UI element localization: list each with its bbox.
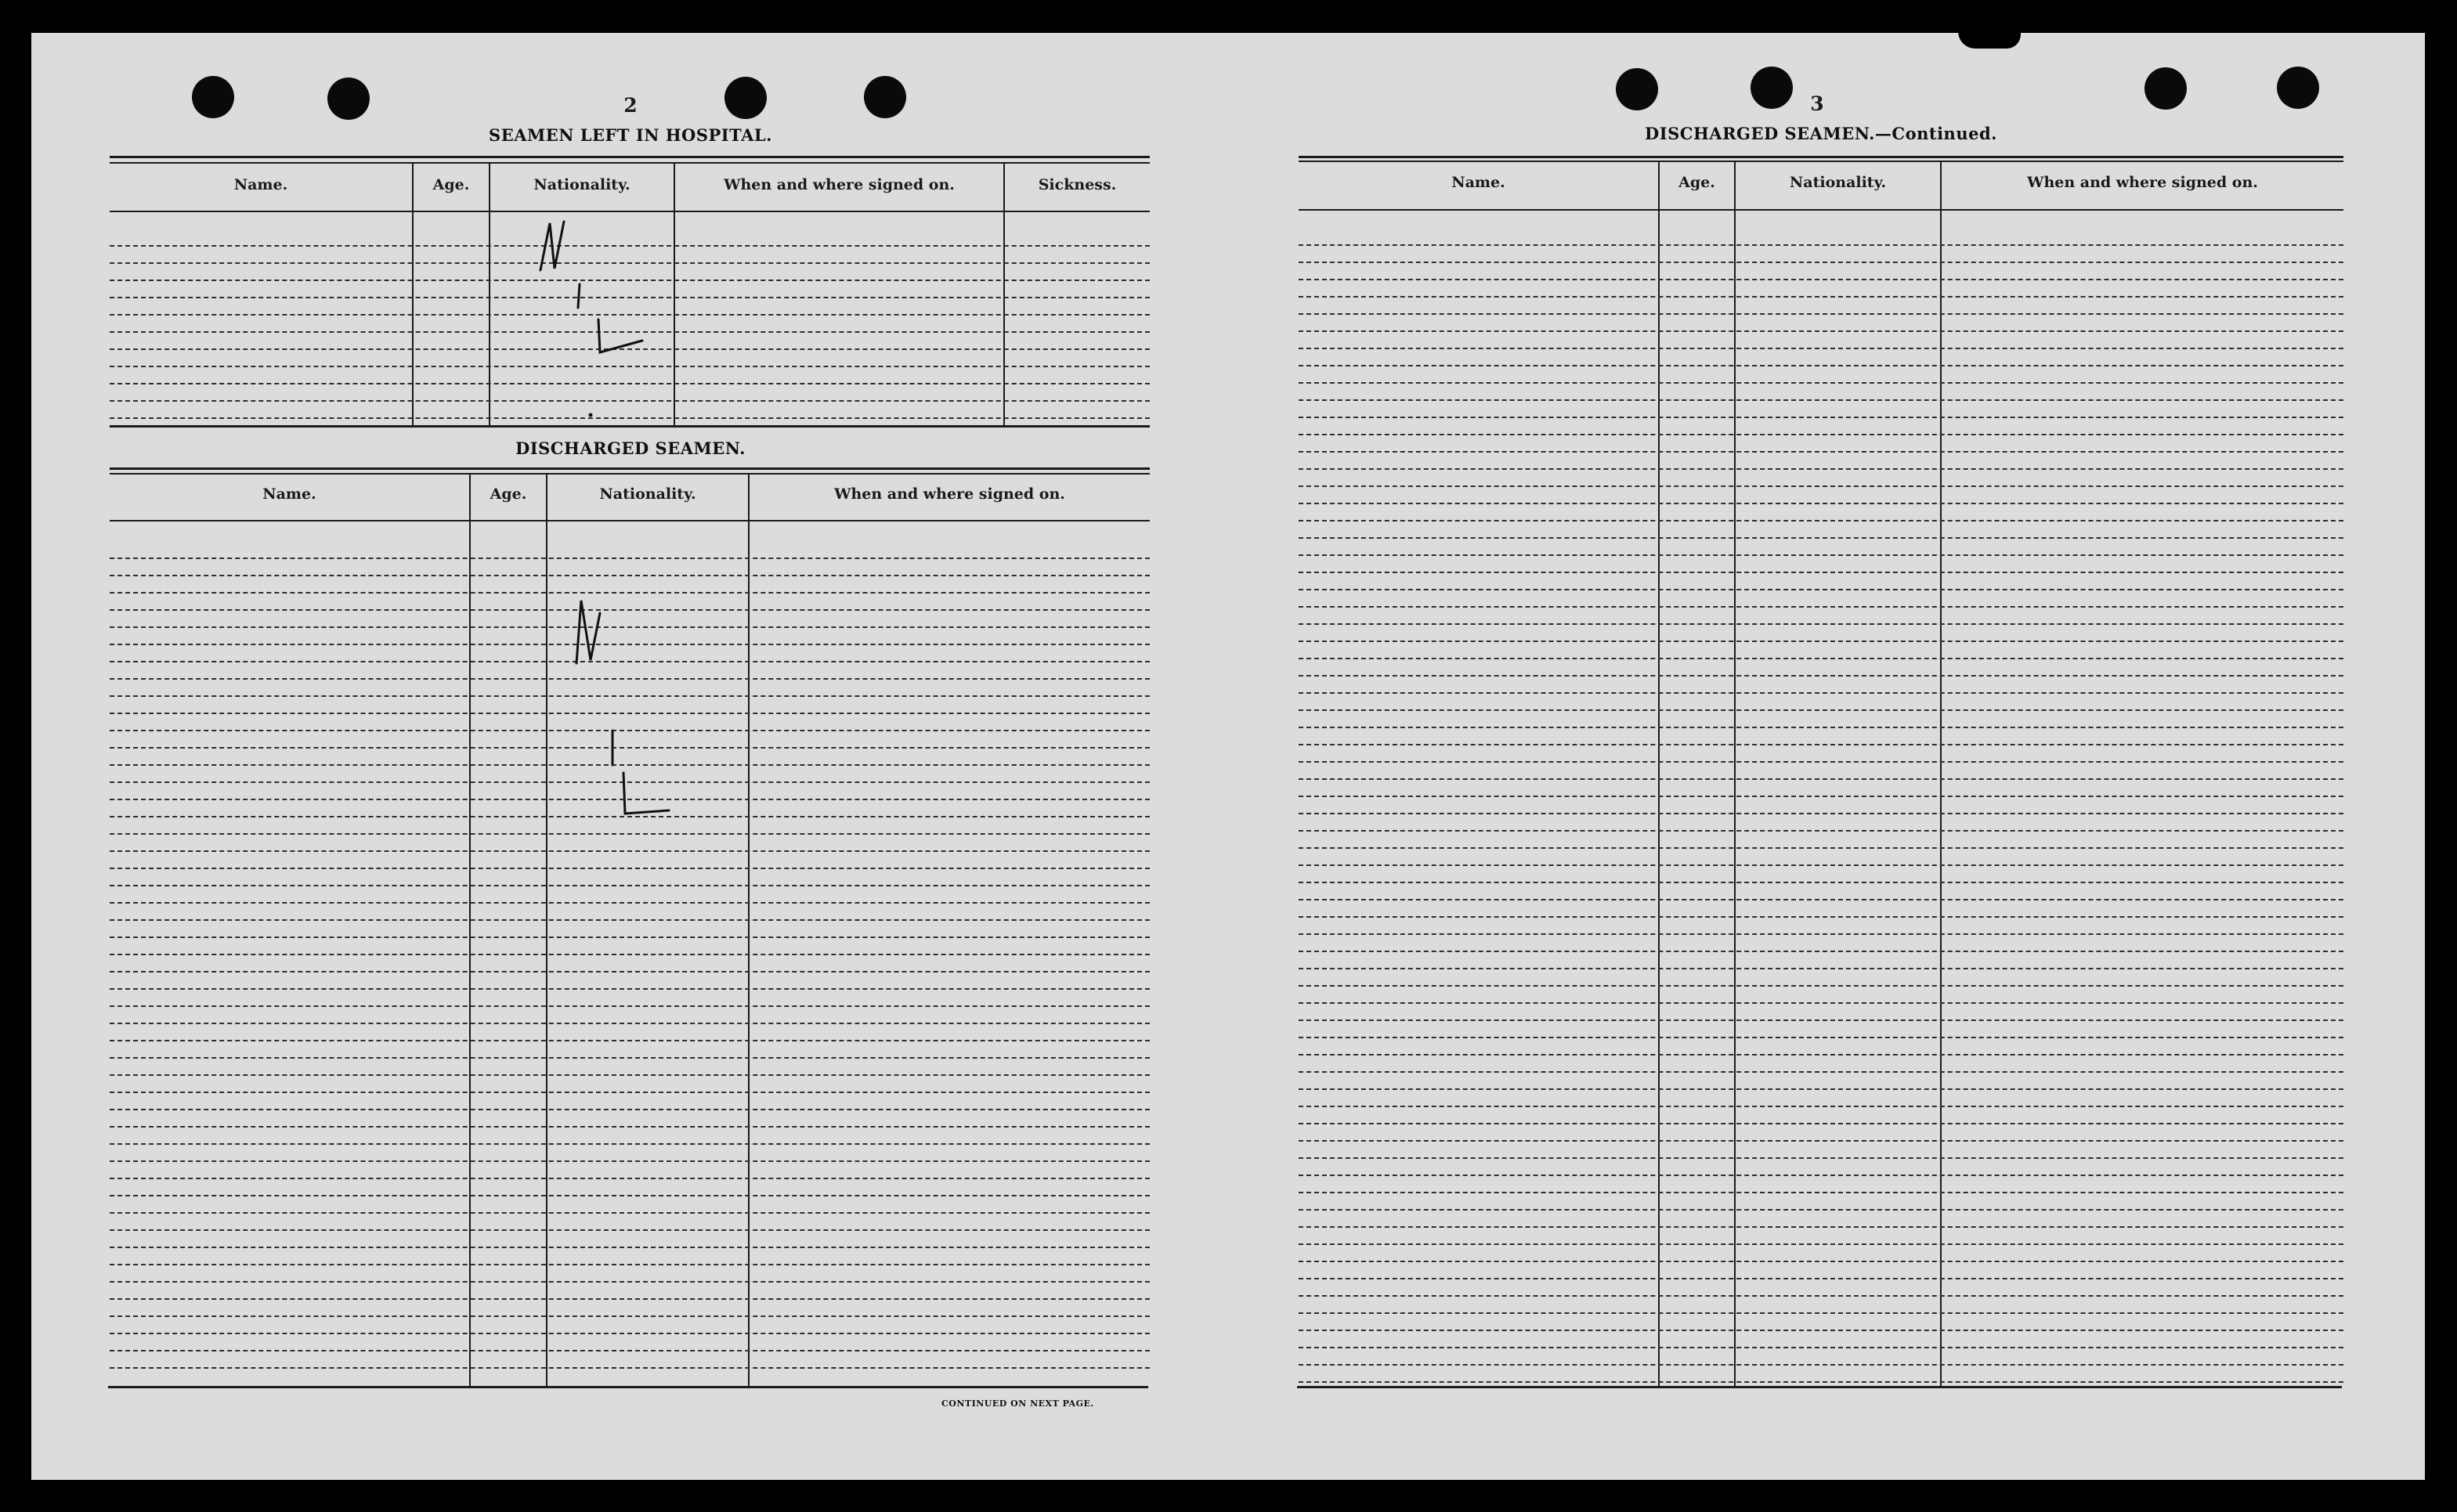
row-ruling-line (1299, 623, 2343, 625)
row-ruling-line (110, 971, 1150, 973)
discharged-top-rule (110, 467, 1150, 470)
discharged-col-divider (469, 475, 471, 1388)
row-ruling-line (1299, 348, 2343, 349)
right-top-rule (1299, 156, 2343, 158)
row-ruling-line (110, 1315, 1150, 1317)
row-ruling-line (1299, 330, 2343, 332)
torn-edge (1958, 28, 2021, 49)
row-ruling-line (1299, 1192, 2343, 1193)
row-ruling-line (110, 954, 1150, 955)
row-ruling-line (110, 1195, 1150, 1196)
row-ruling-line (1299, 1019, 2343, 1021)
row-ruling-line (1299, 296, 2343, 298)
right-col-divider (1658, 162, 1660, 1386)
row-ruling-line (1299, 279, 2343, 280)
hospital-section-title: SEAMEN LEFT IN HOSPITAL. (489, 125, 772, 145)
discharged-col-name: Name. (262, 485, 316, 503)
hospital-top-rule-thin (110, 162, 1150, 164)
row-ruling-line (1299, 796, 2343, 797)
row-ruling-line (1299, 813, 2343, 814)
row-ruling-line (1299, 864, 2343, 866)
row-ruling-line (1299, 244, 2343, 246)
row-ruling-line (110, 1074, 1150, 1076)
row-ruling-line (1299, 830, 2343, 832)
row-ruling-line (1299, 485, 2343, 487)
right-page-number: 3 (1810, 92, 1824, 115)
left-page-number: 2 (623, 94, 638, 117)
row-ruling-line (1299, 520, 2343, 521)
row-ruling-line (1299, 606, 2343, 608)
row-ruling-line (1299, 1209, 2343, 1211)
right-col-divider (1940, 162, 1942, 1386)
hospital-col-age: Age. (432, 176, 470, 193)
row-ruling-line (1299, 709, 2343, 711)
row-ruling-line (110, 1264, 1150, 1265)
row-ruling-line (1299, 692, 2343, 694)
row-ruling-line (110, 1005, 1150, 1007)
hospital-col-divider (1003, 164, 1005, 425)
row-ruling-line (110, 833, 1150, 835)
row-ruling-line (1299, 1347, 2343, 1348)
row-ruling-line (110, 1350, 1150, 1351)
row-ruling-line (1299, 589, 2343, 590)
row-ruling-line (110, 1023, 1150, 1024)
row-ruling-line (1299, 572, 2343, 573)
row-ruling-line (110, 1160, 1150, 1162)
discharged-col-age: Age. (490, 485, 527, 503)
row-ruling-line (1299, 399, 2343, 401)
right-header-rule (1299, 209, 2343, 211)
right-col-age: Age. (1678, 174, 1715, 191)
hospital-col-divider (412, 164, 414, 425)
row-ruling-line (1299, 1088, 2343, 1090)
row-ruling-line (110, 575, 1150, 576)
discharged-col-nationality: Nationality. (599, 485, 696, 503)
document-sheet (31, 33, 2425, 1480)
row-ruling-line (1299, 1140, 2343, 1142)
handwritten-check-mark (533, 207, 658, 427)
continued-note: CONTINUED ON NEXT PAGE. (941, 1398, 1094, 1409)
discharged-top-rule-thin (110, 473, 1150, 475)
hospital-col-divider (489, 164, 490, 425)
row-ruling-line (110, 885, 1150, 886)
row-ruling-line (110, 1367, 1150, 1369)
row-ruling-line (1299, 1226, 2343, 1228)
row-ruling-line (1299, 451, 2343, 453)
row-ruling-line (1299, 1312, 2343, 1314)
right-top-rule-thin (1299, 161, 2343, 162)
row-ruling-line (1299, 1123, 2343, 1124)
row-ruling-line (1299, 847, 2343, 849)
punch-hole (192, 76, 234, 118)
row-ruling-line (110, 558, 1150, 559)
discharged-col-divider (546, 475, 547, 1388)
right-col-nationality: Nationality. (1789, 174, 1887, 191)
row-ruling-line (110, 1178, 1150, 1179)
row-ruling-line (1299, 1381, 2343, 1383)
row-ruling-line (1299, 899, 2343, 900)
row-ruling-line (1299, 382, 2343, 384)
row-ruling-line (1299, 1278, 2343, 1279)
punch-hole (724, 77, 767, 119)
right-col-divider (1734, 162, 1736, 1386)
row-ruling-line (1299, 675, 2343, 677)
discharged-col-divider (748, 475, 750, 1388)
row-ruling-line (1299, 537, 2343, 539)
row-ruling-line (1299, 744, 2343, 745)
row-ruling-line (110, 1333, 1150, 1334)
row-ruling-line (1299, 262, 2343, 263)
row-ruling-line (1299, 658, 2343, 659)
punch-hole (2144, 67, 2187, 110)
row-ruling-line (1299, 313, 2343, 315)
row-ruling-line (110, 1143, 1150, 1145)
right-col-name: Name. (1451, 174, 1505, 191)
handwritten-check-mark (564, 591, 689, 826)
row-ruling-line (1299, 554, 2343, 556)
row-ruling-line (1299, 882, 2343, 883)
discharged-col-signed-on: When and where signed on. (834, 485, 1065, 503)
row-ruling-line (110, 988, 1150, 990)
row-ruling-line (1299, 1330, 2343, 1331)
row-ruling-line (1299, 365, 2343, 366)
row-ruling-line (1299, 434, 2343, 435)
row-ruling-line (1299, 1175, 2343, 1176)
row-ruling-line (110, 1057, 1150, 1059)
row-ruling-line (1299, 727, 2343, 728)
discharged-bottom-rule (108, 1386, 1148, 1388)
row-ruling-line (1299, 1295, 2343, 1297)
discharged-header-rule (110, 520, 1150, 521)
row-ruling-line (1299, 968, 2343, 969)
hospital-top-rule (110, 156, 1150, 158)
right-col-signed-on: When and where signed on. (2027, 174, 2258, 191)
row-ruling-line (110, 1040, 1150, 1041)
row-ruling-line (110, 919, 1150, 921)
row-ruling-line (110, 850, 1150, 852)
row-ruling-line (110, 1247, 1150, 1248)
row-ruling-line (110, 1109, 1150, 1110)
row-ruling-line (1299, 1157, 2343, 1159)
row-ruling-line (1299, 1071, 2343, 1073)
row-ruling-line (110, 902, 1150, 904)
discharged-section-title: DISCHARGED SEAMEN. (515, 438, 746, 458)
hospital-col-signed-on: When and where signed on. (724, 176, 955, 193)
punch-hole (327, 78, 370, 120)
row-ruling-line (1299, 1243, 2343, 1245)
row-ruling-line (110, 1281, 1150, 1283)
discharged-continued-title: DISCHARGED SEAMEN.—Continued. (1645, 124, 1997, 143)
row-ruling-line (1299, 417, 2343, 418)
row-ruling-line (1299, 951, 2343, 952)
row-ruling-line (1299, 503, 2343, 504)
row-ruling-line (1299, 916, 2343, 918)
row-ruling-line (1299, 1054, 2343, 1056)
row-ruling-line (1299, 1037, 2343, 1038)
punch-hole (864, 76, 906, 118)
row-ruling-line (110, 1298, 1150, 1300)
row-ruling-line (1299, 1364, 2343, 1366)
right-bottom-rule (1297, 1386, 2342, 1388)
row-ruling-line (110, 1229, 1150, 1231)
hospital-col-divider (674, 164, 675, 425)
row-ruling-line (110, 1212, 1150, 1214)
row-ruling-line (110, 936, 1150, 938)
row-ruling-line (1299, 1261, 2343, 1262)
row-ruling-line (1299, 468, 2343, 470)
punch-hole (1616, 68, 1658, 110)
row-ruling-line (1299, 1106, 2343, 1107)
row-ruling-line (1299, 985, 2343, 987)
hospital-col-nationality: Nationality. (533, 176, 631, 193)
row-ruling-line (1299, 641, 2343, 642)
row-ruling-line (1299, 933, 2343, 935)
row-ruling-line (1299, 761, 2343, 763)
punch-hole (1751, 67, 1793, 109)
hospital-col-name: Name. (233, 176, 288, 193)
row-ruling-line (1299, 1002, 2343, 1004)
punch-hole (2277, 67, 2319, 109)
row-ruling-line (110, 1092, 1150, 1093)
hospital-col-sickness: Sickness. (1038, 176, 1117, 193)
row-ruling-line (1299, 778, 2343, 780)
row-ruling-line (110, 868, 1150, 869)
row-ruling-line (110, 1126, 1150, 1128)
